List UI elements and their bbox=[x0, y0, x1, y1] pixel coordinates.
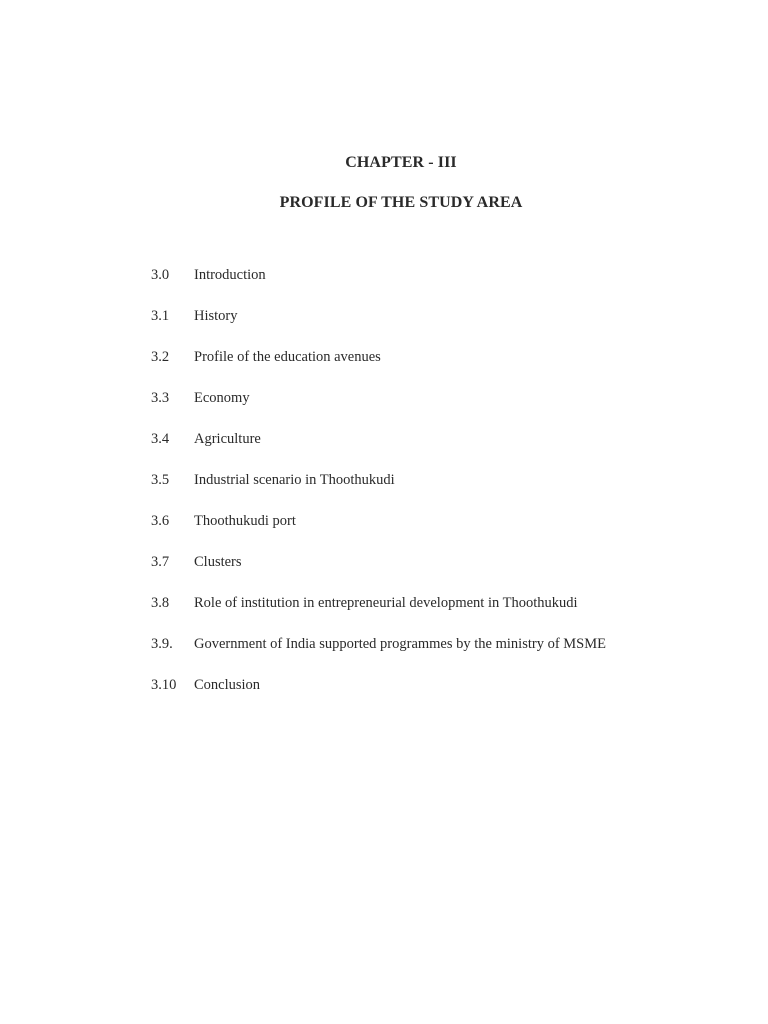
toc-entry-number: 3.10 bbox=[151, 677, 177, 693]
toc-entry-number: 3.3 bbox=[151, 390, 170, 406]
toc-entry-text: Industrial scenario in Thoothukudi bbox=[194, 472, 395, 488]
toc-entry-text: Profile of the education avenues bbox=[194, 349, 381, 365]
toc-entry-government-programmes bbox=[151, 635, 606, 676]
toc-entry-text: Agriculture bbox=[194, 431, 261, 447]
toc-entry-text: Conclusion bbox=[194, 677, 261, 693]
toc-entry-role-of-institution bbox=[151, 594, 606, 635]
toc-entry-number: 3.2 bbox=[151, 349, 170, 365]
toc-entry-number: 3.1 bbox=[151, 308, 170, 324]
toc-entry-conclusion bbox=[151, 676, 606, 717]
toc-entry-clusters bbox=[151, 553, 606, 594]
toc-entry-education-avenues bbox=[151, 348, 606, 389]
toc-entry-text: Role of institution in entrepreneurial development in Thoothukudi bbox=[194, 595, 578, 611]
toc-entry-text: Clusters bbox=[194, 554, 242, 570]
toc-entry-number: 3.4 bbox=[151, 431, 170, 447]
toc-entry-number: 3.5 bbox=[151, 472, 170, 488]
chapter-number: CHAPTER - III bbox=[345, 154, 457, 171]
toc-entry-industrial-scenario bbox=[151, 471, 606, 512]
toc-entry-number: 3.9. bbox=[151, 636, 173, 652]
toc-entry-introduction bbox=[151, 266, 606, 307]
toc-entry-agriculture bbox=[151, 430, 606, 471]
toc-entry-text: History bbox=[194, 308, 238, 324]
toc-entry-text: Introduction bbox=[194, 267, 266, 283]
toc-entry-number: 3.8 bbox=[151, 595, 170, 611]
chapter-title: PROFILE OF THE STUDY AREA bbox=[279, 194, 523, 211]
toc-entry-history bbox=[151, 307, 606, 348]
toc-entry-port bbox=[151, 512, 606, 553]
toc-entry-text: Thoothukudi port bbox=[194, 513, 296, 529]
toc-entry-number: 3.0 bbox=[151, 267, 170, 283]
toc-entry-text: Government of India supported programmes by the ministry of MSME bbox=[194, 636, 606, 652]
table-of-contents bbox=[151, 266, 606, 717]
toc-entry-number: 3.7 bbox=[151, 554, 170, 570]
toc-entry-text: Economy bbox=[194, 390, 250, 406]
toc-entry-economy bbox=[151, 389, 606, 430]
toc-entry-number: 3.6 bbox=[151, 513, 170, 529]
